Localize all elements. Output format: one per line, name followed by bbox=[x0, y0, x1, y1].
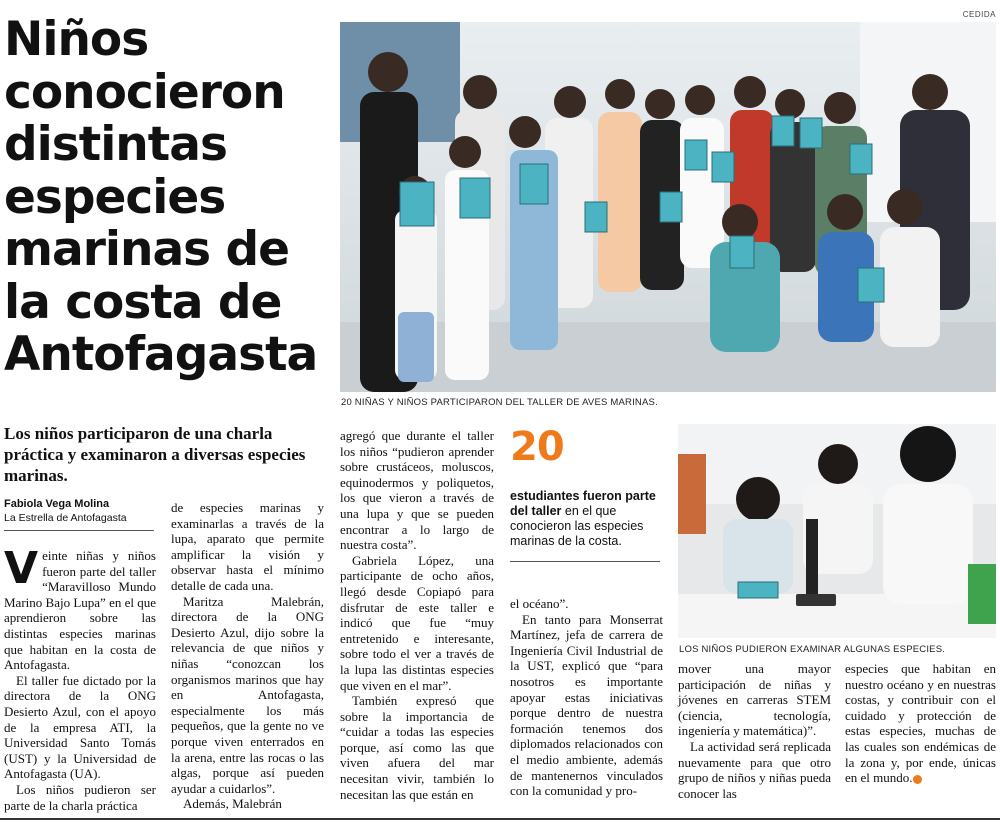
byline-divider bbox=[4, 530, 154, 531]
article-paragraph: El taller fue dictado por la directora de la ONG Desierto Azul, con el apoyo de la empresa ATI, la Universidad Santo Tomás (UST) y la Universidad de Antofagasta (UA). bbox=[4, 672, 156, 782]
photo-credit: CEDIDA bbox=[962, 10, 996, 19]
article-column-6 bbox=[845, 661, 996, 786]
highlight-number: 20 bbox=[510, 424, 564, 470]
main-photo-caption: 20 NIÑAS Y NIÑOS PARTICIPARON DEL TALLER DE AVES MARINAS. bbox=[341, 397, 658, 408]
highlight-rest-text: en el que conocieron las especies marinas de la costa. bbox=[510, 504, 644, 548]
highlight-divider bbox=[510, 561, 660, 562]
article-column-4 bbox=[510, 596, 663, 799]
page-bottom-rule bbox=[0, 818, 1000, 820]
article-paragraph: También expresó que sobre la importancia de “cuidar a todas las especies porque, así como las que viven afuera del mar necesitan vivir, también lo necesitan las que están en bbox=[340, 693, 494, 802]
article-paragraph: La actividad será replicada nuevamente para que otro grupo de niños y niñas pueda conocer las bbox=[678, 738, 831, 801]
article-paragraph: Los niños pudieron ser parte de la charla práctica bbox=[4, 781, 156, 813]
article-paragraph: de especies marinas y examinarlas a través de la lupa, aparato que permite amplificar la visión y observar hasta el mínimo detalle de cada una. bbox=[171, 500, 324, 593]
highlight-text bbox=[510, 489, 660, 549]
byline-outlet: La Estrella de Antofagasta bbox=[4, 512, 127, 524]
article-paragraph: mover una mayor participación de niñas y jóvenes en carreras STEM (ciencia, tecnología, ingeniería y matemática)”. bbox=[678, 661, 831, 739]
article-paragraph: Además, Malebrán bbox=[183, 796, 282, 812]
secondary-photo bbox=[678, 424, 996, 638]
article-paragraph: En tanto para Monserrat Martínez, jefa de carrera de Ingeniería Civil Industrial de la UST, explicó que “para nosotros es importante apoyar estas iniciativas porque dentro de nuestra formación tenemos dos diplomados relacionados con el medio ambiente, además de mantenernos vinculados con la comunidad y pro- bbox=[510, 611, 663, 799]
microscope-photo-illustration bbox=[678, 424, 996, 638]
group-photo-illustration bbox=[340, 22, 996, 392]
drop-cap: V bbox=[4, 543, 39, 594]
headline: Niños conocieron distintas especies marinas de la costa de Antofagasta bbox=[4, 12, 318, 382]
article-paragraph: el océano”. bbox=[510, 596, 569, 611]
article-column-2 bbox=[171, 500, 324, 812]
byline-author: Fabiola Vega Molina bbox=[4, 498, 110, 510]
article-paragraph: Gabriela López, una participante de ocho años, llegó desde Copiapó para disfrutar de este taller e indicó que fue “muy entretenido e interesante, sobre todo el ver a través de la lupa las distintas especies que viven en el mar”. bbox=[340, 552, 494, 693]
article-column-3 bbox=[340, 428, 494, 802]
secondary-photo-caption: LOS NIÑOS PUDIERON EXAMINAR ALGUNAS ESPECIES. bbox=[679, 644, 946, 655]
deck-subtitle: Los niños participaron de una charla práctica y examinaron a diversas especies marinas. bbox=[4, 424, 306, 485]
article-paragraph: Maritza Malebrán, directora de la ONG Desierto Azul, dijo sobre la relevancia de que niños y niñas “conozcan los organismos marinos que hay en Antofagasta, especialmente los más pequeños, que la gente no ve porque viven enterrados en la arena, entre las rocas o las algas, porque así pueden ayudar a cuidarlos”. bbox=[171, 593, 324, 796]
main-photo bbox=[340, 22, 996, 392]
article-paragraph: agregó que durante el taller los niños “pudieron aprender sobre crustáceos, moluscos, equinodermos y poliquetos, los que vieron a través de una lupa y que se pueden encontrar a lo largo de nuestra costa”. bbox=[340, 428, 494, 553]
article-column-5 bbox=[678, 661, 831, 801]
end-mark-icon bbox=[913, 775, 922, 784]
article-paragraph: Veinte niñas y niños fueron parte del taller “Maravilloso Mundo Marino Bajo Lupa” en el que aprendieron sobre las distintas especies marinas que habitan en la costa de Antofagasta. bbox=[4, 543, 156, 673]
highlight-bold-text: estudiantes fueron parte del taller bbox=[510, 489, 656, 518]
article-paragraph: especies que habitan en nuestro océano y en nuestras costas, y contribuir con el cuidado y protección de estas especies, muchas de las cuales son endémicas de la zona y, por ende, únicas en el mundo. bbox=[845, 661, 996, 786]
article-column-1 bbox=[4, 543, 156, 813]
